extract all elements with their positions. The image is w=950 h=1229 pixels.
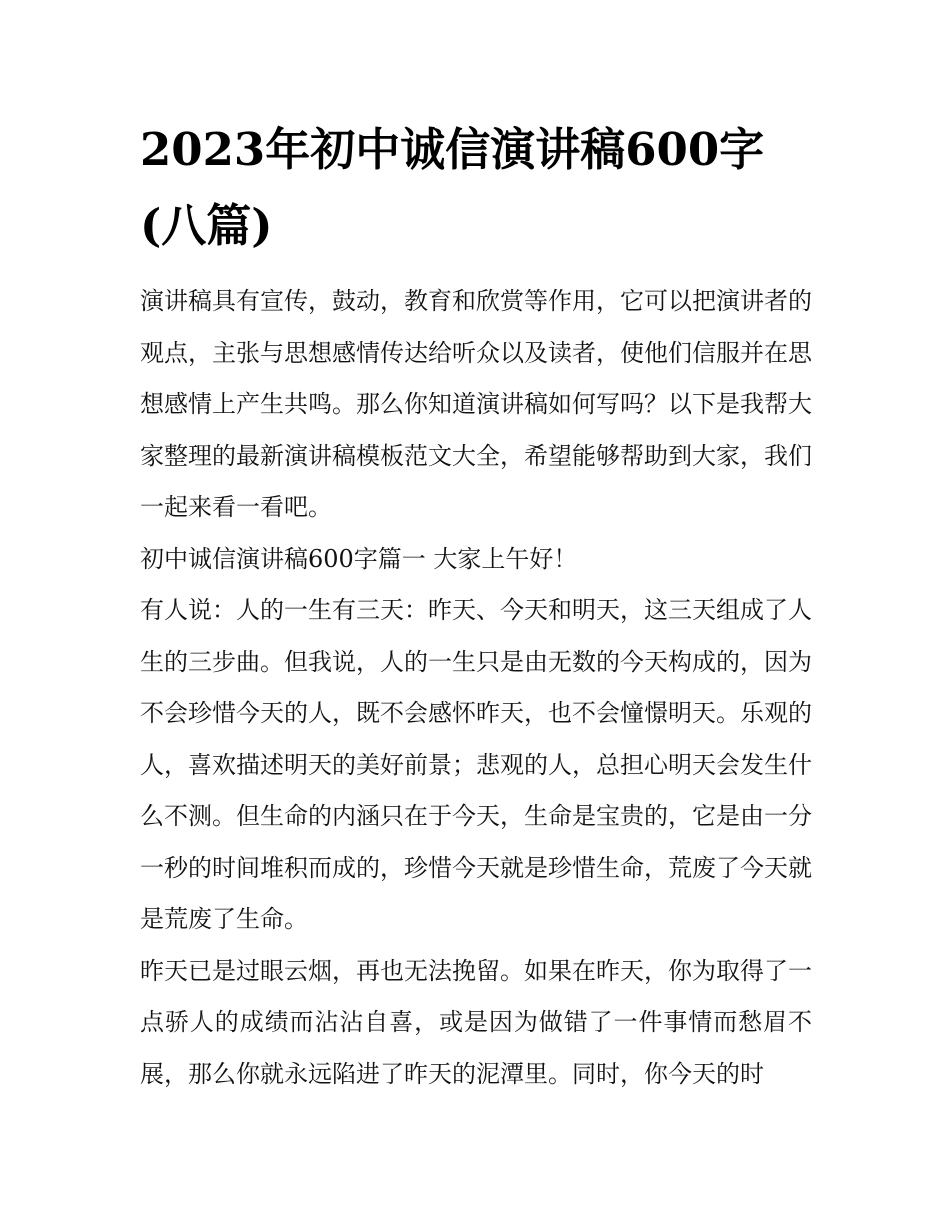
speech-heading-paragraph: 初中诚信演讲稿600字篇一 大家上午好！ [140,544,578,573]
intro-paragraph: 演讲稿具有宣传，鼓动，教育和欣赏等作用，它可以把演讲者的观点，主张与思想感情传达给听众以及读者，使他们信服并在思想感情上产生共鸣。那么你知道演讲稿如何写吗？以下是我帮大家整理的最新演讲稿模板范文大全，希望能够帮助到大家，我们一起来看一看吧。 [140,287,812,521]
body-paragraph-1: 有人说：人的一生有三天：昨天、今天和明天，这三天组成了人生的三步曲。但我说，人的一生只是由无数的今天构成的，因为不会珍惜今天的人，既不会感怀昨天，也不会憧憬明天。乐观的人，喜欢描述明天的美好前景；悲观的人，总担心明天会发生什么不测。但生命的内涵只在于今天，生命是宝贵的，它是由一分一秒的时间堆积而成的，珍惜今天就是珍惜生命，荒废了今天就是荒废了生命。 [140,596,812,933]
body-paragraph-2: 昨天已是过眼云烟，再也无法挽留。如果在昨天，你为取得了一点骄人的成绩而沾沾自喜，或是因为做错了一件事情而愁眉不展，那么你就永远陷进了昨天的泥潭里。同时，你今天的时 [140,956,812,1088]
document-title: 2023年初中诚信演讲稿600字(八篇) [140,123,765,252]
document-page [140,112,812,1100]
